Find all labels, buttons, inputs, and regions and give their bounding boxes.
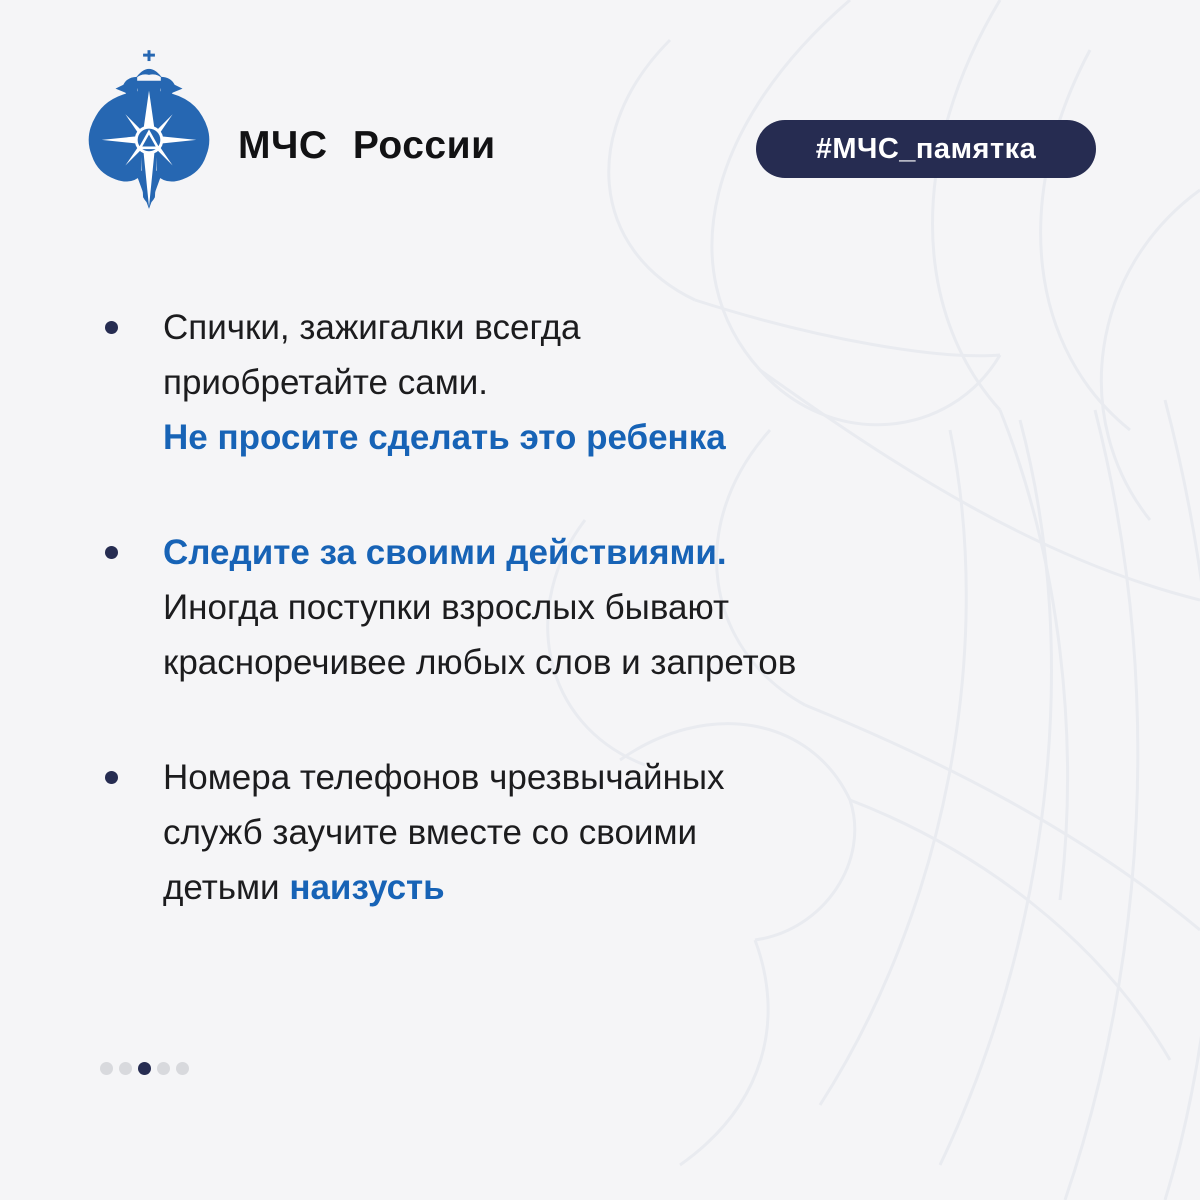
bullet-line	[163, 355, 726, 410]
bullet-dot	[105, 771, 118, 784]
list-item	[100, 525, 1000, 690]
pagination	[100, 1062, 189, 1075]
list-item	[100, 750, 1000, 915]
bullet-text	[163, 300, 726, 465]
pagination-dot[interactable]	[119, 1062, 132, 1075]
list-item	[100, 300, 1000, 465]
text-segment: Не просите сделать это ребенка	[163, 418, 726, 457]
bullet-text	[163, 750, 725, 915]
bullet-dot	[105, 321, 118, 334]
pagination-dot[interactable]	[157, 1062, 170, 1075]
pagination-dot[interactable]	[176, 1062, 189, 1075]
text-segment: служб заучите вместе со своими	[163, 813, 698, 852]
text-segment: детьми	[163, 868, 290, 907]
bullet-list	[100, 300, 1000, 915]
bullet-text	[163, 525, 796, 690]
pagination-dot[interactable]	[100, 1062, 113, 1075]
content-area	[100, 300, 1000, 975]
page-title: МЧС России	[238, 124, 496, 167]
bullet-line	[163, 300, 726, 355]
text-segment: Спички, зажигалки всегда	[163, 308, 581, 347]
pagination-dot[interactable]	[138, 1062, 151, 1075]
text-segment: наизусть	[289, 868, 445, 907]
bullet-line	[163, 860, 725, 915]
text-segment: красноречивее любых слов и запретов	[163, 643, 797, 682]
bullet-line	[163, 525, 796, 580]
text-segment: Номера телефонов чрезвычайных	[163, 758, 725, 797]
bullet-dot	[105, 546, 118, 559]
hashtag-badge-label: #МЧС_памятка	[815, 132, 1037, 165]
bullet-line	[163, 580, 796, 635]
bullet-line	[163, 805, 725, 860]
text-segment: Следите за своими действиями.	[163, 533, 727, 572]
hashtag-badge	[756, 120, 1096, 178]
bullet-line	[163, 410, 726, 465]
text-segment: Иногда поступки взрослых бывают	[163, 588, 729, 627]
bullet-line	[163, 750, 725, 805]
text-segment: приобретайте сами.	[163, 363, 489, 402]
bullet-line	[163, 635, 796, 690]
mchs-emblem-icon	[80, 48, 218, 218]
